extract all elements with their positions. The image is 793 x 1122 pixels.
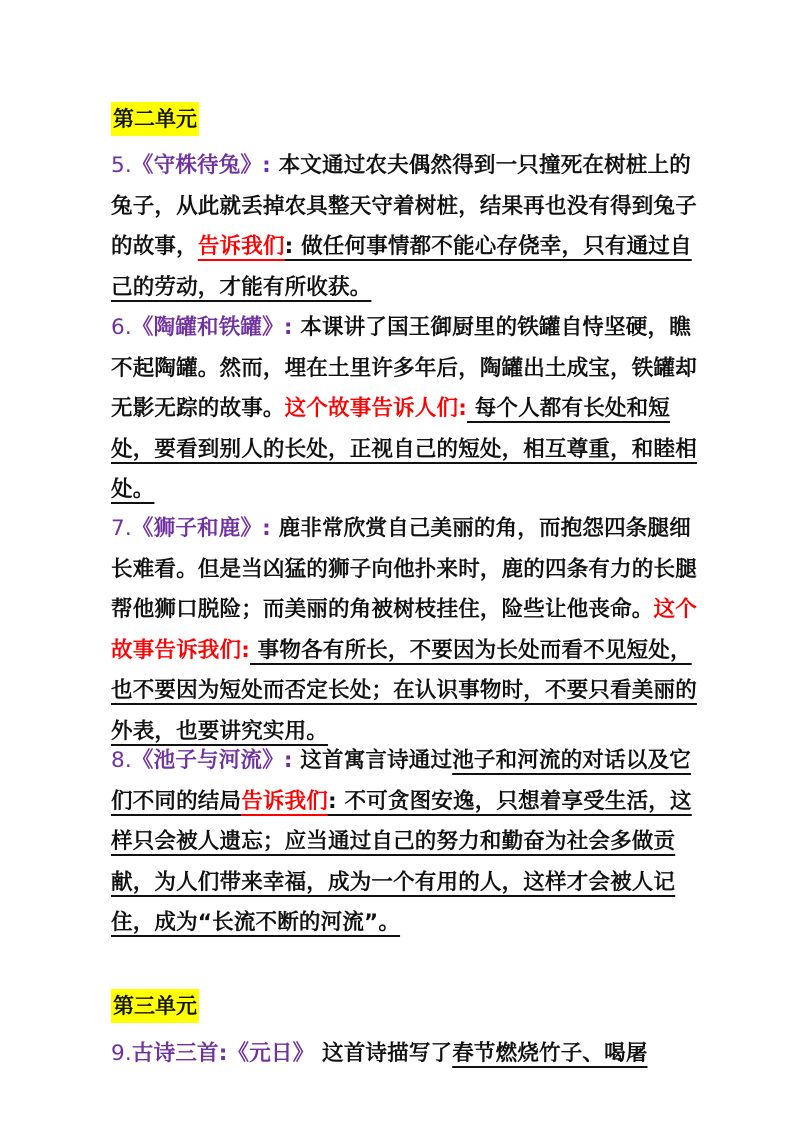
- lesson-moral: 每个人都有长处和短处，要看到别人的长处，正视自己的短处，相互尊重，和睦相处。: [111, 396, 697, 503]
- lesson-title: 《陶罐和铁罐》:: [131, 315, 293, 340]
- unit-three-heading: 第三单元: [111, 989, 199, 1023]
- lesson-summary-underlined: 池子和河流的对话以及它们不同的结局: [111, 748, 691, 814]
- lesson-summary: 鹿非常欣赏自己美丽的角，而抱怨四条腿细长难看。但是当凶猛的狮子向他扑来时，鹿的四条有力的长腿帮他狮口脱险；而美丽的角被树枝挂住，险些让他丧命。: [111, 516, 697, 623]
- unit-two-heading: 第二单元: [111, 102, 199, 136]
- lesson-number: 9.: [111, 1041, 132, 1066]
- lesson-summary: 本课讲了国王御厨里的铁罐自恃坚硬，瞧不起陶罐。然而，埋在土里许多年后，陶罐出土成宝，铁罐却无影无踪的故事。: [111, 315, 697, 422]
- lesson-6-entry: [111, 308, 701, 511]
- lesson-title: 《狮子和鹿》:: [131, 516, 271, 541]
- lesson-summary: 这首诗描写了: [314, 1041, 453, 1066]
- lesson-number: 8.: [111, 748, 132, 773]
- lesson-number: 6.: [111, 315, 132, 340]
- lesson-title: 《池子与河流》:: [131, 748, 293, 773]
- lesson-number: 5.: [111, 153, 132, 178]
- lesson-7-entry: [111, 509, 701, 753]
- lesson-5-entry: [111, 146, 701, 308]
- lesson-moral: : 不可贪图安逸，只想着享受生活，这样只会被人遗忘；应当通过自己的努力和勤奋为社会多做贡献，为人们带来幸福，成为一个有用的人，这样才会被人记住，成为“长流不断的河流”。: [111, 788, 692, 936]
- lesson-summary-underlined: 春节燃烧竹子、喝屠: [452, 1041, 648, 1066]
- lesson-moral-label: 告诉我们: [197, 234, 285, 260]
- lesson-title: 古诗三首:《元日》: [131, 1041, 315, 1066]
- lesson-8-entry: [111, 741, 701, 944]
- lesson-summary: 这首寓言诗通过: [292, 748, 453, 773]
- lesson-title: 《守株待兔》:: [131, 153, 271, 178]
- lesson-moral-label: 告诉我们: [241, 788, 329, 814]
- lesson-summary: 本文通过农夫偶然得到一只撞死在树桩上的兔子，从此就丢掉农具整天守着树桩，结果再也没有得到兔子的故事，: [111, 153, 697, 260]
- lesson-number: 7.: [111, 516, 132, 541]
- lesson-moral: : 做任何事情都不能心存侥幸，只有通过自己的劳动，才能有所收获。: [111, 234, 692, 300]
- lesson-moral-label: 这个故事告诉我们:: [111, 597, 697, 663]
- lesson-9-entry: [111, 1034, 701, 1075]
- lesson-moral: 事物各有所长，不要因为长处而看不见短处，也不要因为短处而否定长处；在认识事物时，不要只看美丽的外表，也要讲究实用。: [111, 637, 697, 744]
- lesson-moral-label: 这个故事告诉人们:: [284, 396, 468, 422]
